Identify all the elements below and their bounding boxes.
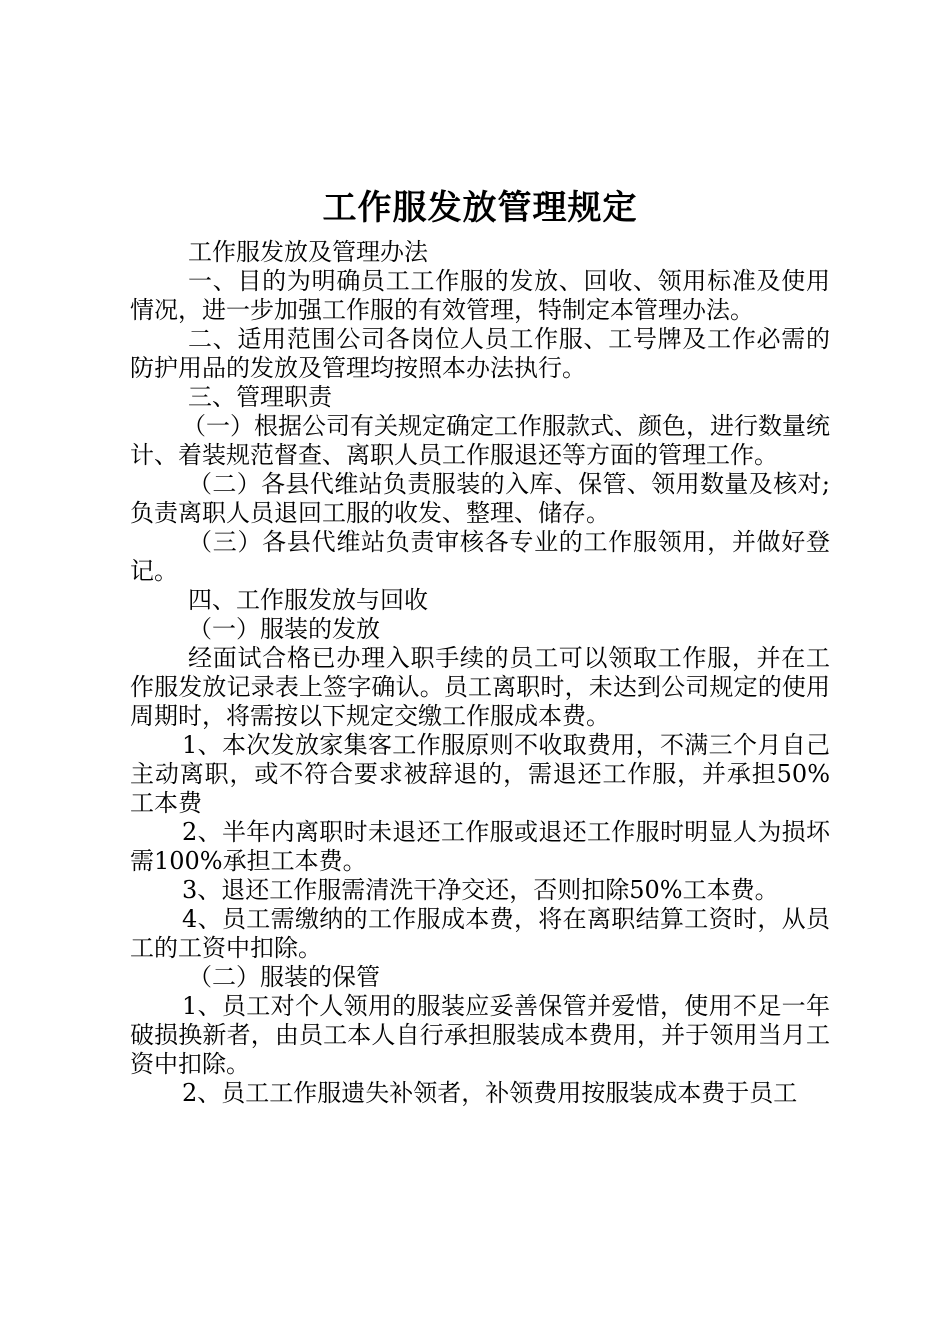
paragraph: 经面试合格已办理入职手续的员工可以领取工作服，并在工作服发放记录表上签字确认。员工离职时，未达到公司规定的使用周期时，将需按以下规定交缴工作服成本费。 [130, 644, 830, 730]
paragraph: （二）各县代维站负责服装的入库、保管、领用数量及核对;负责离职人员退回工服的收发、整理、储存。 [130, 470, 830, 527]
paragraph: 一、目的为明确员工工作服的发放、回收、领用标准及使用情况，进一步加强工作服的有效管理，特制定本管理办法。 [130, 267, 830, 324]
paragraph: （二）服装的保管 [188, 963, 380, 991]
paragraph: 1、员工对个人领用的服装应妥善保管并爱惜，使用不足一年破损换新者，由员工本人自行承担服装成本费用，并于领用当月工资中扣除。 [130, 992, 830, 1078]
document-title: 工作服发放管理规定 [322, 188, 638, 228]
paragraph: 2、半年内离职时未退还工作服或退还工作服时明显人为损坏需100%承担工本费。 [130, 818, 830, 875]
paragraph: （一）根据公司有关规定确定工作服款式、颜色，进行数量统计、着装规范督查、离职人员工作服退还等方面的管理工作。 [130, 412, 830, 469]
paragraph: 二、适用范围公司各岗位人员工作服、工号牌及工作必需的防护用品的发放及管理均按照本办法执行。 [130, 325, 830, 382]
document-page [130, 180, 830, 1108]
paragraph: 2、员工工作服遗失补领者，补领费用按服装成本费于员工 [182, 1079, 798, 1107]
paragraph: （三）各县代维站负责审核各专业的工作服领用，并做好登记。 [130, 528, 830, 585]
paragraph: 4、员工需缴纳的工作服成本费，将在离职结算工资时，从员工的工资中扣除。 [130, 905, 830, 962]
paragraph: 1、本次发放家集客工作服原则不收取费用，不满三个月自己主动离职，或不符合要求被辞退的，需退还工作服，并承担50%工本费 [130, 731, 830, 817]
paragraph: 三、管理职责 [188, 383, 332, 411]
paragraph: （一）服装的发放 [188, 615, 380, 643]
paragraph: 工作服发放及管理办法 [188, 238, 428, 266]
paragraph: 四、工作服发放与回收 [188, 586, 428, 614]
paragraph: 3、退还工作服需清洗干净交还，否则扣除50%工本费。 [182, 876, 779, 904]
